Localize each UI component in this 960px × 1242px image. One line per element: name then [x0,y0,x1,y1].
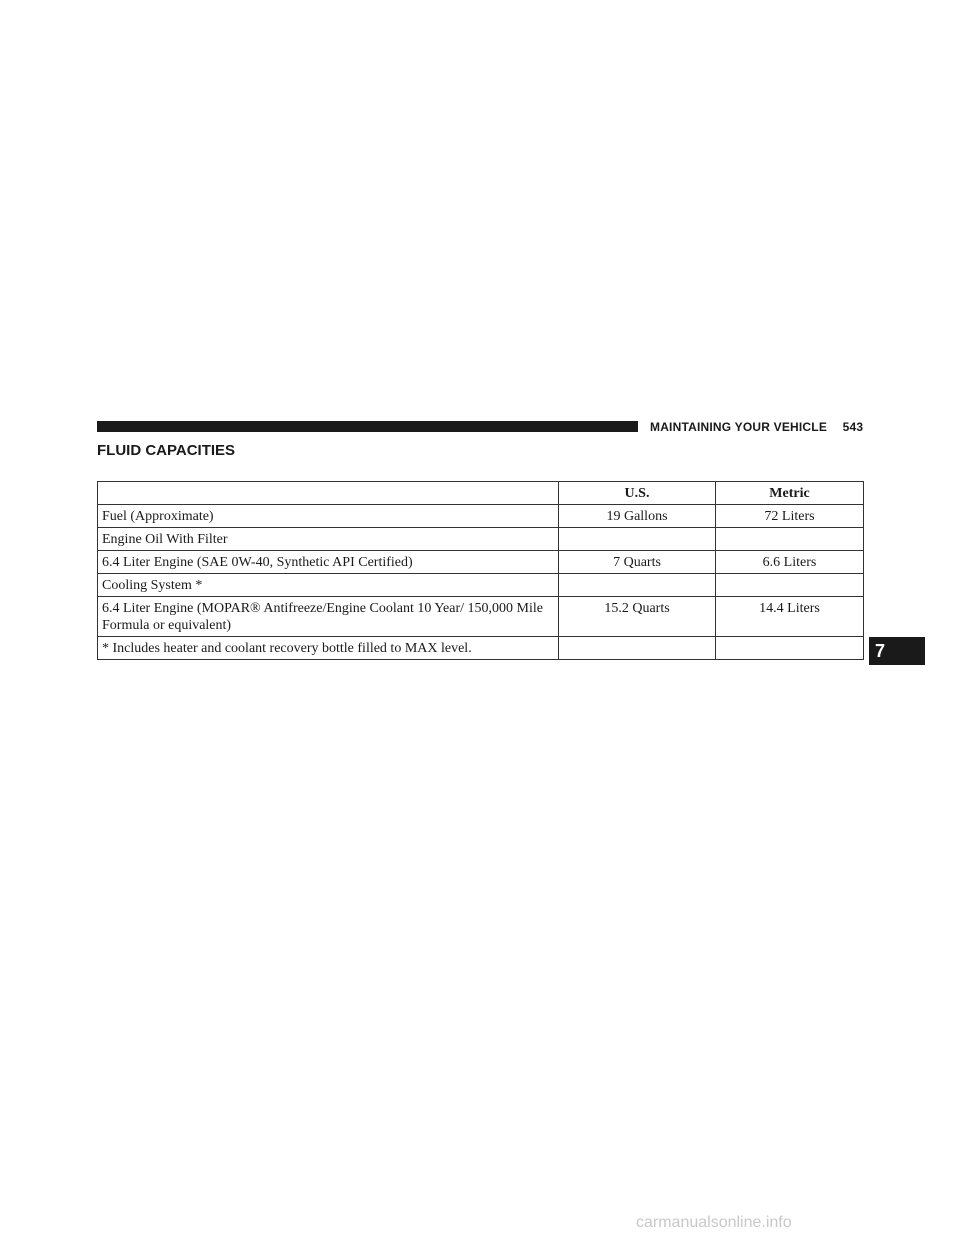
us-value [559,574,716,597]
table-row [98,597,864,637]
us-value: 19 Gallons [559,505,716,528]
row-label-suffix: * [191,578,203,593]
row-label: Cooling System [102,578,192,593]
section-name: MAINTAINING YOUR VEHICLE [650,420,828,434]
table-header-row [98,482,864,505]
table-row [98,505,864,528]
row-label: Engine Oil With Filter [98,528,559,551]
table-row [98,574,864,597]
metric-value: 14.4 Liters [716,597,864,637]
us-value [559,637,716,660]
page-number: 543 [842,420,864,434]
column-header-metric: Metric [716,482,864,505]
us-value: 15.2 Quarts [559,597,716,637]
table-row [98,528,864,551]
column-header [98,482,559,505]
metric-value: 6.6 Liters [716,551,864,574]
footnote: * Includes heater and coolant recovery bottle filled to MAX level. [98,637,559,660]
running-header [650,418,863,436]
metric-value [716,574,864,597]
metric-value [716,637,864,660]
row-label: 6.4 Liter Engine (MOPAR® Antifreeze/Engine Coolant 10 Year/ 150,000 Mile Formula or equivalent) [98,597,559,637]
table-row [98,551,864,574]
metric-value [716,528,864,551]
row-label: Fuel (Approximate) [98,505,559,528]
us-value: 7 Quarts [559,551,716,574]
header-rule [97,421,638,432]
fluid-capacities-table [97,481,864,660]
column-header-us: U.S. [559,482,716,505]
table-row [98,637,864,660]
section-title: FLUID CAPACITIES [97,442,236,459]
watermark: carmanualsonline.info [636,1214,792,1231]
row-label: 6.4 Liter Engine (SAE 0W-40, Synthetic API Certified) [98,551,559,574]
chapter-tab: 7 [869,637,925,665]
metric-value: 72 Liters [716,505,864,528]
row-label-cell [98,574,559,597]
us-value [559,528,716,551]
